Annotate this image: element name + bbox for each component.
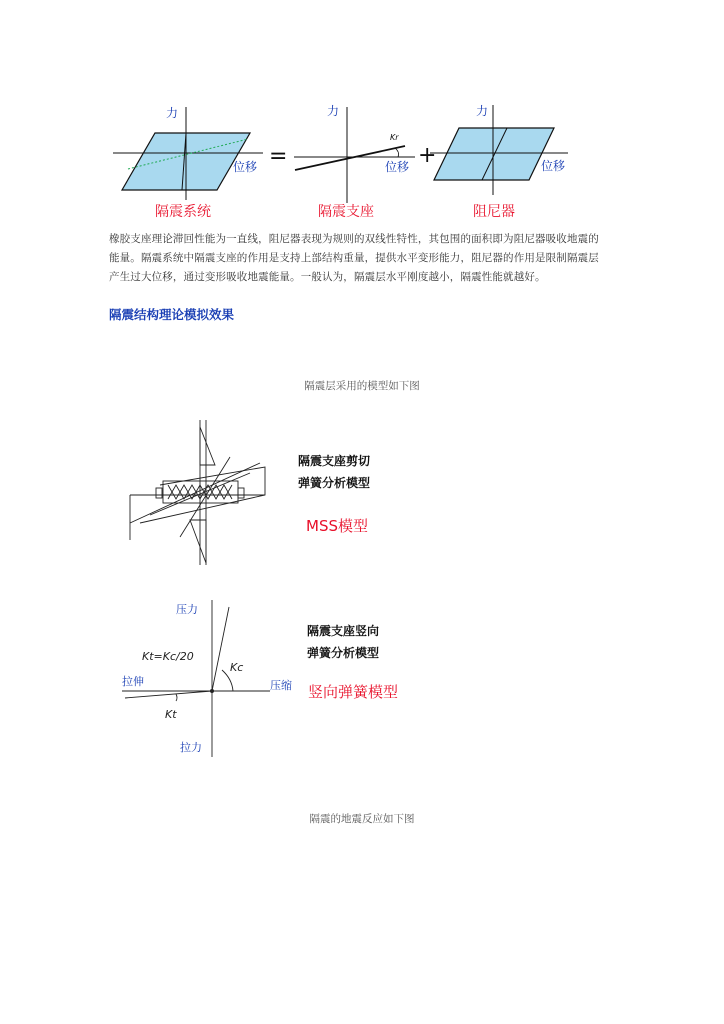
damper-title: 阻尼器 bbox=[473, 204, 515, 220]
caption-model: 隔震层采用的模型如下图 bbox=[304, 380, 420, 392]
hysteresis-figure bbox=[100, 95, 580, 225]
vertical-spring-figure bbox=[100, 595, 430, 760]
force-label: 力 bbox=[327, 104, 340, 118]
force-label: 力 bbox=[166, 106, 179, 120]
paragraph-line: 产生过大位移，通过变形吸收地震能量。一般认为，隔震层水平刚度越小，隔震性能就越好。 bbox=[109, 271, 546, 283]
displacement-label: 位移 bbox=[233, 160, 258, 174]
compress-label: 压缩 bbox=[270, 679, 292, 692]
body-paragraph bbox=[109, 230, 617, 287]
tension-stretch-label: 拉伸 bbox=[122, 675, 144, 688]
bearing-title: 隔震支座 bbox=[318, 204, 374, 220]
compression-label: 压力 bbox=[176, 603, 198, 616]
caption-response: 隔震的地震反应如下图 bbox=[309, 813, 415, 825]
mss-desc-line2: 弹簧分析模型 bbox=[298, 476, 371, 490]
vertical-desc-line1: 隔震支座竖向 bbox=[307, 624, 380, 638]
kr-label: Kr bbox=[390, 133, 399, 142]
displacement-label: 位移 bbox=[385, 160, 410, 174]
kt-equation: Kt=Kc/20 bbox=[142, 650, 194, 663]
section-heading: 隔震结构理论模拟效果 bbox=[109, 307, 235, 322]
vertical-title: 竖向弹簧模型 bbox=[308, 683, 399, 701]
tension-force-label: 拉力 bbox=[180, 741, 202, 754]
system-diagram bbox=[113, 105, 263, 220]
kc-label: Kc bbox=[230, 661, 244, 674]
paragraph-line: 橡胶支座理论滞回性能为一直线，阻尼器表现为规则的双线性特性，其包围的面积即为阻尼器吸收地震的 bbox=[109, 233, 599, 245]
damper-diagram bbox=[430, 103, 568, 220]
plus-sign: + bbox=[418, 143, 437, 168]
displacement-label: 位移 bbox=[541, 159, 566, 173]
force-label: 力 bbox=[476, 104, 489, 118]
mss-desc-line1: 隔震支座剪切 bbox=[298, 454, 371, 468]
bearing-diagram bbox=[294, 103, 415, 220]
equals-sign: = bbox=[269, 144, 288, 169]
vertical-desc-line2: 弹簧分析模型 bbox=[307, 646, 380, 660]
paragraph-line: 能量。隔震系统中隔震支座的作用是支持上部结构重量，提供水平变形能力，阻尼器的作用是限制隔震层 bbox=[109, 252, 599, 264]
origin-point bbox=[210, 689, 214, 693]
mss-model-figure bbox=[120, 415, 420, 575]
mss-title: MSS模型 bbox=[306, 517, 368, 535]
kt-label: Kt bbox=[165, 708, 177, 721]
system-title: 隔震系统 bbox=[155, 204, 211, 220]
